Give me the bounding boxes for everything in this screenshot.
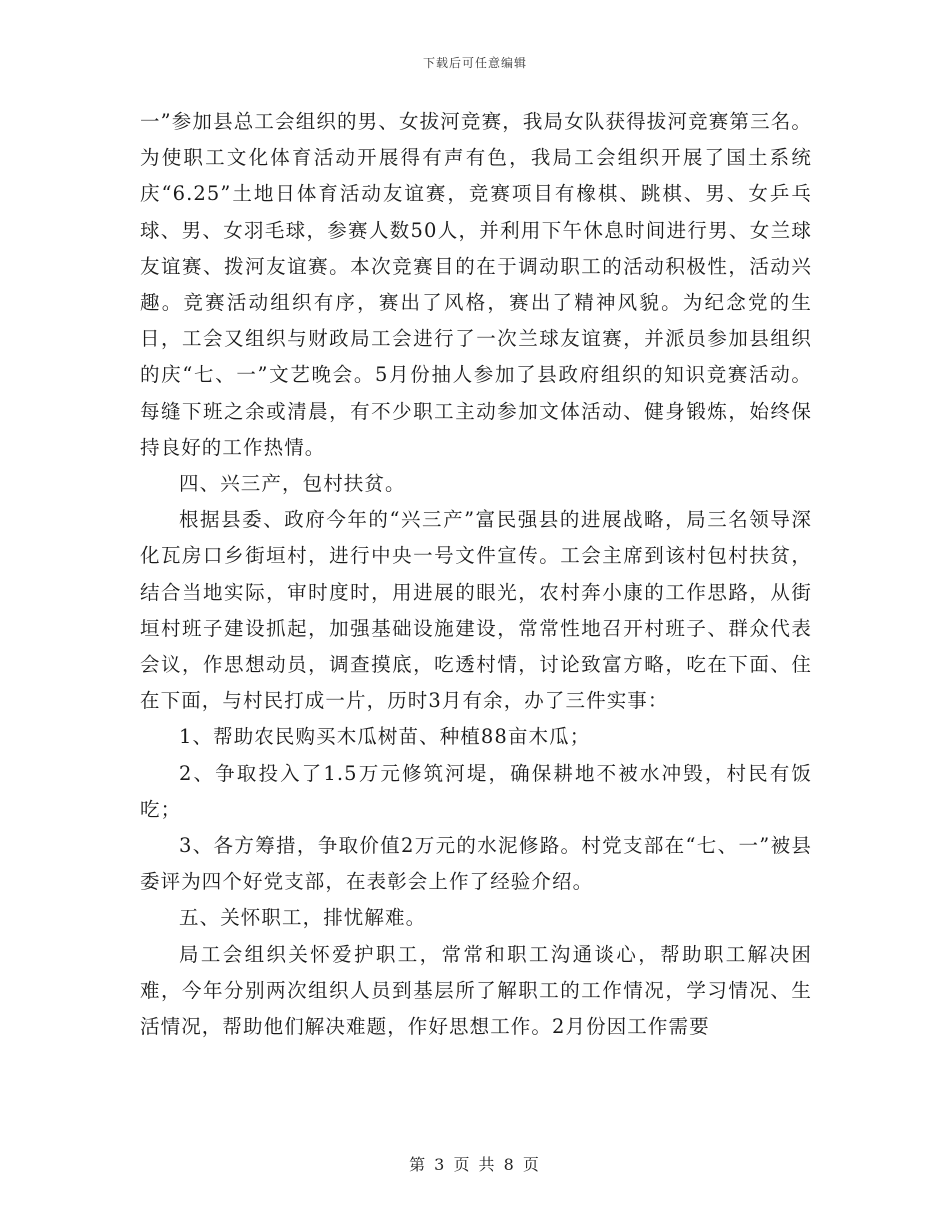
section-heading-four: 四、兴三产，包村扶贫。 (179, 472, 406, 496)
paragraph: 根据县委、政府今年的“兴三产”富民强县的进展战略，局三名领导深化瓦房口乡街垣村，进行中央一号文件宣传。工会主席到该村包村扶贫，结合当地实际，审时度时，用进展的眼光，农村奔小康的工作思路，从街垣村班子建设抓起，加强基础设施建设，常常性地召开村班子、群众代表会议，作思想动员，调查摸底，吃透村情，讨论致富方略，吃在下面、住在下面，与村民打成一片，历时3月有余，办了三件实事： (140, 508, 812, 713)
document-body (140, 104, 812, 1045)
paragraph: 一”参加县总工会组织的男、女拔河竞赛，我局女队获得拔河竞赛第三名。为使职工文化体育活动开展得有声有色，我局工会组织开展了国土系统庆“6.25”土地日体育活动友谊赛，竞赛项目有橡棋、跳棋、男、女乒乓球、男、女羽毛球，参赛人数50人，并利用下午休息时间进行男、女兰球友谊赛、拨河友谊赛。本次竞赛目的在于调动职工的活动积极性，活动兴趣。竞赛活动组织有序，赛出了风格，赛出了精神风貌。为纪念党的生日，工会又组织与财政局工会进行了一次兰球友谊赛，并派员参加县组织的庆“七、一”文艺晚会。5月份抽人参加了县政府组织的知识竞赛活动。每缝下班之余或清晨，有不少职工主动参加文体活动、健身锻炼，始终保持良好的工作热情。 (140, 110, 812, 459)
paragraph: 局工会组织关怀爱护职工，常常和职工沟通谈心，帮助职工解决困难，今年分别两次组织人员到基层所了解职工的工作情况，学习情况、生活情况，帮助他们解决难题，作好思想工作。2月份因工作需要 (140, 942, 812, 1039)
page-header: 下载后可任意编辑 (422, 56, 527, 70)
section-heading-five: 五、关怀职工，排忧解难。 (179, 906, 427, 930)
page-number: 第 3 页 共 8 页 (409, 1155, 541, 1174)
list-item: 1、帮助农民购买木瓜树苗、种植88亩木瓜； (179, 725, 591, 749)
list-item: 2、争取投入了1.5万元修筑河堤，确保耕地不被水冲毁，村民有饭吃； (140, 761, 812, 821)
list-item: 3、各方筹措，争取价值2万元的水泥修路。村党支部在“七、一”被县委评为四个好党支部，在表彰会上作了经验介绍。 (140, 834, 812, 894)
